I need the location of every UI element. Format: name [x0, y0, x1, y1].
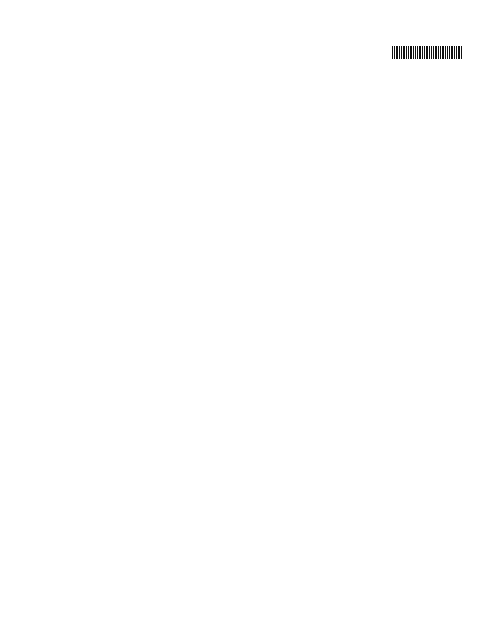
barcode-image [392, 46, 462, 59]
